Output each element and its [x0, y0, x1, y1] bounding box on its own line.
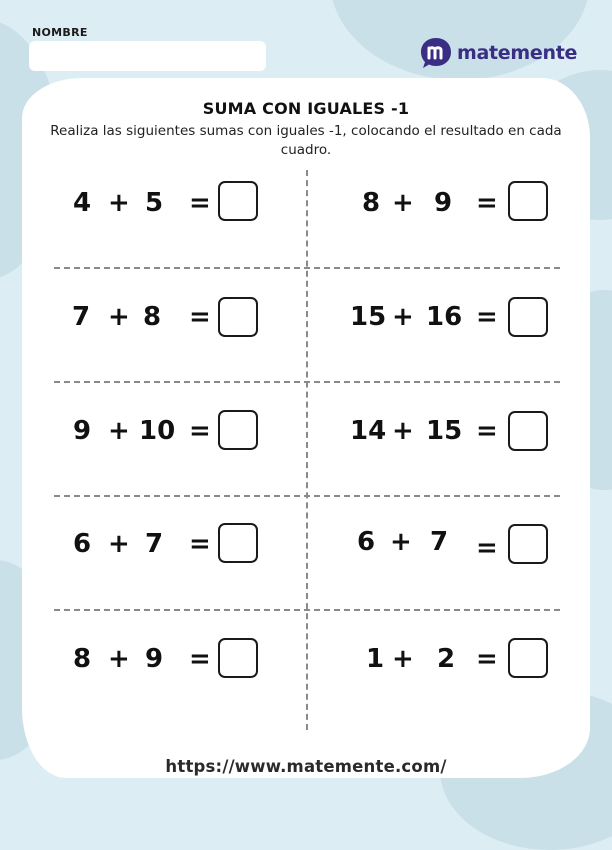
addition-problem [0, 295, 306, 339]
footer-url[interactable]: https://www.matemente.com/ [165, 757, 447, 776]
equals-sign: = [189, 644, 211, 674]
addend-b: 2 [437, 644, 456, 674]
equals-sign: = [189, 529, 211, 559]
row-divider [54, 267, 560, 269]
addend-a: 9 [73, 416, 92, 446]
plus-sign: + [392, 188, 414, 218]
addend-a: 6 [73, 529, 92, 559]
answer-box[interactable] [508, 524, 548, 564]
brand-logo-group [419, 36, 577, 70]
equals-sign: = [189, 416, 211, 446]
equals-sign: = [476, 416, 498, 446]
addend-b: 7 [430, 527, 449, 557]
row-divider [54, 381, 560, 383]
instructions-text: Realiza las siguientes sumas con iguales -1, colocando el resultado en cada cuadro. [50, 123, 562, 158]
plus-sign: + [108, 302, 130, 332]
answer-box[interactable] [218, 297, 258, 337]
addend-b: 15 [426, 416, 463, 446]
addend-a: 15 [350, 302, 387, 332]
plus-sign: + [390, 527, 412, 557]
equals-sign: = [476, 302, 498, 332]
equals-sign: = [476, 533, 498, 563]
addend-b: 9 [145, 644, 164, 674]
addend-b: 9 [434, 188, 453, 218]
addition-problem [306, 295, 612, 339]
answer-box[interactable] [218, 181, 258, 221]
addition-problem [306, 520, 612, 564]
answer-box[interactable] [218, 410, 258, 450]
answer-box[interactable] [508, 181, 548, 221]
addend-a: 7 [72, 302, 91, 332]
addition-problem [0, 409, 306, 453]
addition-problem [306, 409, 612, 453]
plus-sign: + [392, 416, 414, 446]
answer-box[interactable] [218, 638, 258, 678]
worksheet-title: SUMA CON IGUALES -1 [202, 99, 410, 118]
addition-problem [306, 181, 612, 225]
brand-name: matemente [457, 42, 578, 64]
answer-box[interactable] [508, 638, 548, 678]
equals-sign: = [189, 188, 211, 218]
answer-box[interactable] [508, 411, 548, 451]
addend-a: 6 [357, 527, 376, 557]
row-divider [54, 609, 560, 611]
addend-a: 4 [73, 188, 92, 218]
addend-b: 16 [426, 302, 463, 332]
addend-b: 7 [145, 529, 164, 559]
plus-sign: + [108, 416, 130, 446]
addend-a: 14 [350, 416, 387, 446]
plus-sign: + [392, 644, 414, 674]
name-input-field[interactable] [29, 41, 266, 71]
addend-b: 10 [139, 416, 176, 446]
addend-a: 1 [366, 644, 385, 674]
plus-sign: + [108, 644, 130, 674]
answer-box[interactable] [508, 297, 548, 337]
addition-problem [306, 637, 612, 681]
m-speech-bubble-logo-icon [419, 36, 453, 70]
addition-problem [0, 637, 306, 681]
row-divider [54, 495, 560, 497]
plus-sign: + [108, 529, 130, 559]
answer-box[interactable] [218, 523, 258, 563]
addition-problem [0, 522, 306, 566]
addend-a: 8 [73, 644, 92, 674]
name-label: NOMBRE [32, 26, 88, 39]
plus-sign: + [108, 188, 130, 218]
addition-problem [0, 181, 306, 225]
addend-a: 8 [362, 188, 381, 218]
equals-sign: = [476, 188, 498, 218]
addend-b: 5 [145, 188, 164, 218]
plus-sign: + [392, 302, 414, 332]
addend-b: 8 [143, 302, 162, 332]
equals-sign: = [476, 644, 498, 674]
equals-sign: = [189, 302, 211, 332]
